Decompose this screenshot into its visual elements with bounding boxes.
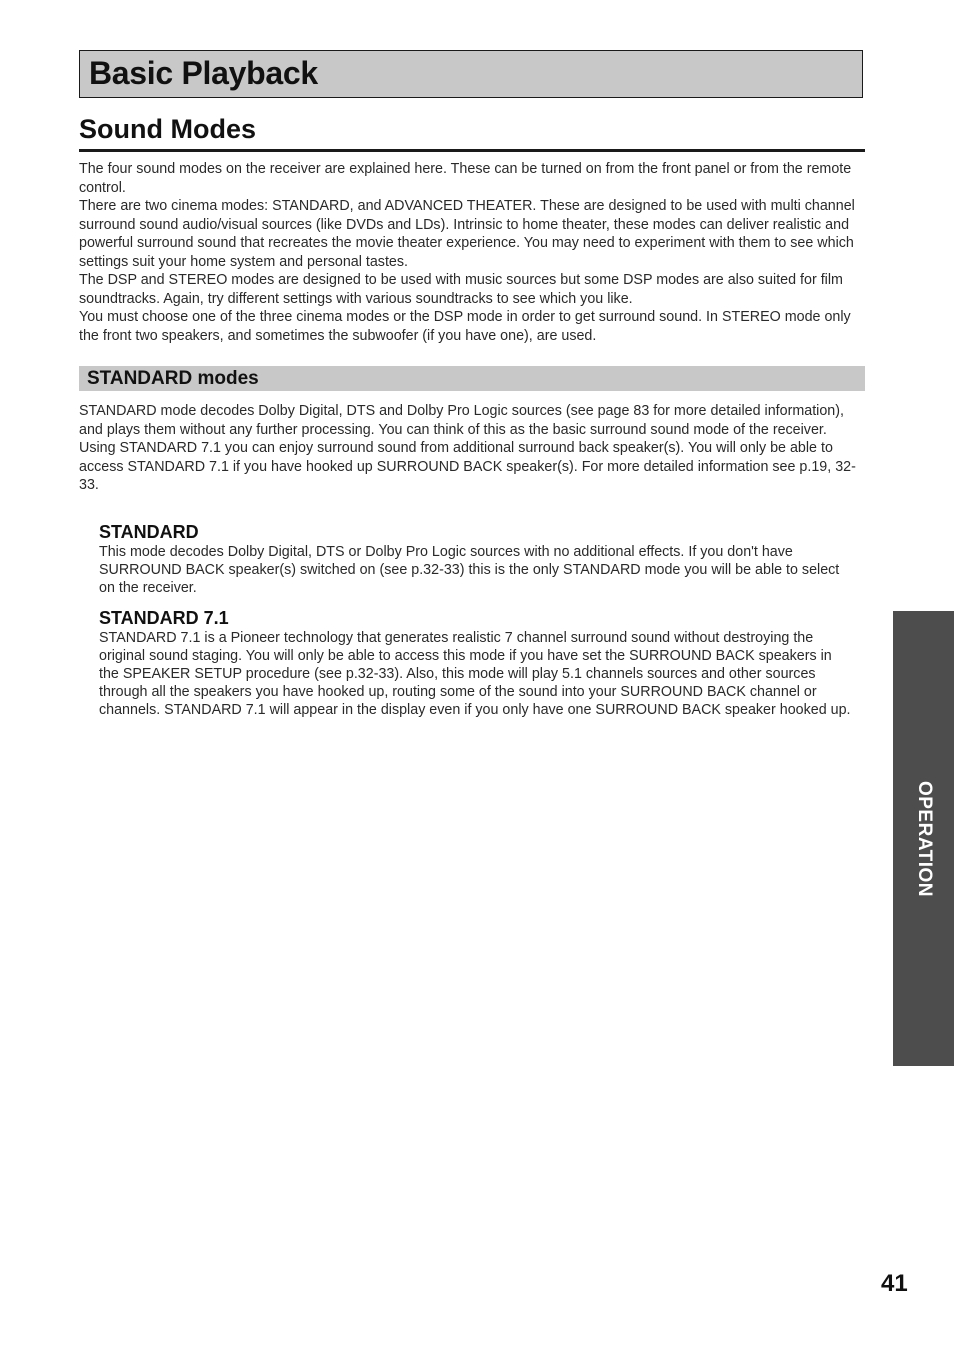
standard-modes-paragraph: Using STANDARD 7.1 you can enjoy surround sound from additional surround back speaker(s). You will only be able to access STANDARD 7.1 if you have hooked up SURROUND BACK speaker(s). For more detailed information see p.19, 32-33. (79, 440, 856, 493)
intro-paragraph: You must choose one of the three cinema modes or the DSP mode in order to get surround sound. In STEREO mode only the front two speakers, and sometimes the subwoofer (if you have one), are used. (79, 309, 851, 344)
subsection-title: STANDARD modes (87, 368, 259, 389)
intro-paragraph: The four sound modes on the receiver are explained here. These can be turned on from the front panel or from the remote control. (79, 161, 852, 196)
chapter-header (79, 50, 863, 98)
intro-paragraph: The DSP and STEREO modes are designed to be used with music sources but some DSP modes are also suited for film soundtracks. Again, try different settings with various soundtracks to see which you like. (79, 272, 843, 307)
standard-71-heading: STANDARD 7.1 (99, 608, 229, 628)
page-number: 41 (881, 1270, 908, 1297)
section-title: Sound Modes (79, 113, 865, 152)
intro-paragraph: There are two cinema modes: STANDARD, and ADVANCED THEATER. These are designed to be used with multi channel surround sound audio/visual sources (like DVDs and LDs). Intrinsic to home theater, these modes can deliver realistic and powerful surround sound that recreates the movie theater experience. You may need to experiment with them to see which settings suit your home system and personal tastes. (79, 198, 855, 270)
subsection-header (79, 366, 865, 391)
side-tab-label: OPERATION (913, 780, 935, 898)
standard-71-text: STANDARD 7.1 is a Pioneer technology that generates realistic 7 channel surround sound without destroying the original sound staging. You will only be able to access this mode if you have set the SURROUND BACK speakers in the SPEAKER SETUP procedure (see p.32-33). Also, this mode will play 5.1 channels sources and other sources through all the speakers you have hooked up, routing some of the sound into your SURROUND BACK channel or channels. STANDARD 7.1 will appear in the display even if you only have one SURROUND BACK speaker hooked up. (99, 630, 851, 718)
standard-71-section (99, 607, 851, 719)
side-tab (893, 611, 954, 1066)
standard-modes-paragraph: STANDARD mode decodes Dolby Digital, DTS and Dolby Pro Logic sources (see page 83 for more detailed information), and plays them without any further processing. You can think of this as the basic surround sound mode of the receiver. (79, 403, 844, 438)
section-intro (79, 160, 867, 345)
standard-text: This mode decodes Dolby Digital, DTS or Dolby Pro Logic sources with no additional effects. If you don't have SURROUND BACK speaker(s) switched on (see p.32-33) this is the only STANDARD mode you will be able to select on the receiver. (99, 544, 840, 596)
standard-section (99, 521, 851, 597)
chapter-title: Basic Playback (89, 55, 318, 91)
standard-modes-intro (79, 402, 867, 495)
standard-heading: STANDARD (99, 522, 199, 542)
